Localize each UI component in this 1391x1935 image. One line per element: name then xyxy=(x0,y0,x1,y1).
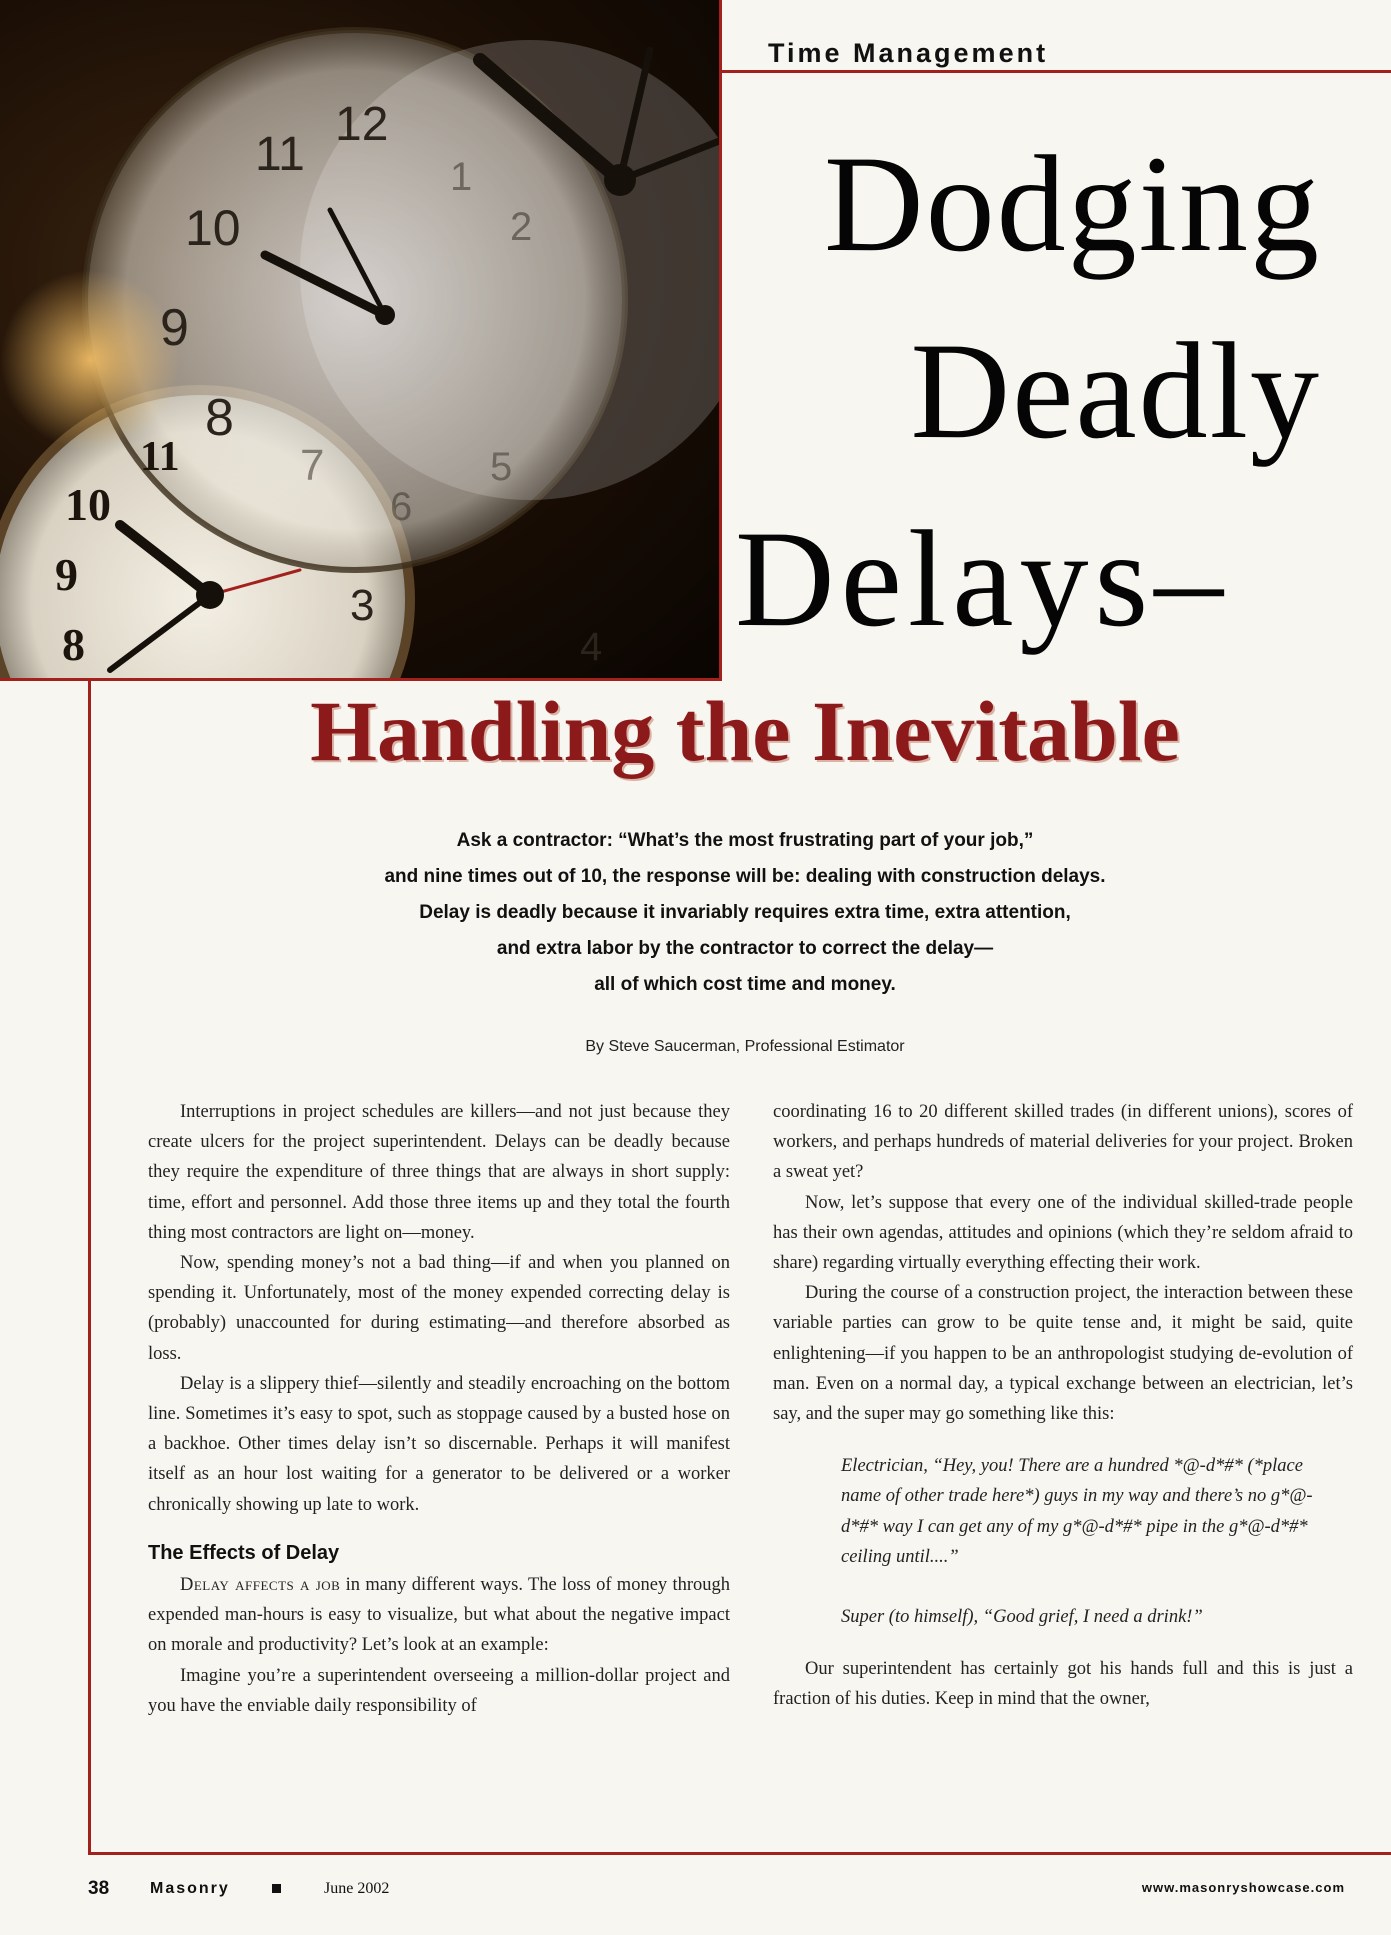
quote-super: Super (to himself), “Good grief, I need a drink!” xyxy=(841,1607,1203,1628)
dialogue-quote xyxy=(841,1451,1323,1632)
svg-text:5: 5 xyxy=(490,445,513,489)
title-line-1: Dodging xyxy=(824,127,1321,280)
website-url: www.masonryshowcase.com xyxy=(1141,1880,1345,1895)
paragraph: Now, let’s suppose that every one of the individual skilled-trade people has their own agendas, attitudes and opinions (which they’re seldom afraid to share) regarding virtually everything effecting their work. xyxy=(773,1192,1353,1274)
body-column-right xyxy=(773,1097,1353,1715)
header-rule xyxy=(722,70,1391,73)
paragraph xyxy=(148,1570,730,1661)
paragraph: Imagine you’re a superintendent overseeing a million-dollar project and you have the enviable daily responsibility of xyxy=(148,1665,730,1716)
deck-line: and extra labor by the contractor to correct the delay— xyxy=(496,938,994,959)
section-heading: The Effects of Delay xyxy=(148,1541,340,1564)
paragraph: Delay is a slippery thief—silently and steadily encroaching on the bottom line. Sometimes it’s easy to spot, such as stoppage caused by a busted hose on a backhoe. Other times delay isn’t so discernable. Perhaps it will manifest itself as an hour lost waiting for a generator to be delivered or a worker chronically showing up late to work. xyxy=(148,1373,730,1515)
deck xyxy=(150,823,1340,1003)
svg-text:3: 3 xyxy=(350,581,375,630)
magazine-name: Masonry xyxy=(150,1880,230,1897)
title-line-3: Delays– xyxy=(735,502,1230,655)
svg-text:6: 6 xyxy=(390,485,413,529)
svg-text:8: 8 xyxy=(62,619,85,670)
deck-line: Ask a contractor: “What’s the most frustrating part of your job,” xyxy=(456,830,1034,851)
footer-rule xyxy=(88,1852,1391,1855)
page-number: 38 xyxy=(88,1878,110,1899)
title-line-2: Deadly xyxy=(910,314,1321,467)
deck-line: Delay is deadly because it invariably requires extra time, extra attention, xyxy=(419,902,1071,923)
byline: By Steve Saucerman, Professional Estimator xyxy=(585,1038,905,1055)
svg-text:2: 2 xyxy=(510,205,533,249)
svg-text:7: 7 xyxy=(300,441,325,490)
svg-text:10: 10 xyxy=(65,479,111,530)
light-glow xyxy=(0,270,180,450)
deck-line: all of which cost time and money. xyxy=(594,974,896,995)
deck-line: and nine times out of 10, the response will be: dealing with construction delays. xyxy=(384,866,1106,887)
paragraph-text: in many different ways. The loss of money through expended man-hours is easy to visualize, but what about the negative impact on morale and productivity? Let’s look at an example: xyxy=(148,1575,730,1656)
clocks-photo xyxy=(0,0,722,681)
svg-text:9: 9 xyxy=(55,549,78,600)
svg-text:12: 12 xyxy=(335,98,389,151)
svg-text:11: 11 xyxy=(140,434,180,480)
paragraph: During the course of a construction project, the interaction between these variable parties can grow to be quite tense and, it might be said, quite enlightening—if you happen to be an anthropologist studying de-evolution of man. Even on a normal day, a typical exchange between an electrician, let’s say, and the super may go something like this: xyxy=(773,1283,1353,1425)
subtitle: Handling the Inevitable xyxy=(310,683,1180,779)
paragraph: Interruptions in project schedules are killers—and not just because they create ulcers for the project superintendent. Delays can be deadly because they require the expenditure of three things that are always in short supply: time, effort and personnel. Add those three items up and they total the fourth thing most contractors are light on—money. xyxy=(148,1102,730,1243)
paragraph: coordinating 16 to 20 different skilled trades (in different unions), scores of workers, and perhaps hundreds of material deliveries for your project. Broken a sweat yet? xyxy=(773,1102,1353,1183)
separator-square-icon xyxy=(272,1884,281,1893)
section-label: Time Management xyxy=(768,38,1049,68)
svg-text:10: 10 xyxy=(185,200,241,256)
svg-text:4: 4 xyxy=(580,625,603,669)
issue-date: June 2002 xyxy=(324,1880,390,1897)
body-column-left xyxy=(148,1097,730,1721)
lead-in: Delay affects a job xyxy=(180,1575,341,1596)
svg-text:8: 8 xyxy=(205,389,234,447)
quote-electrician: Electrician, “Hey, you! There are a hundred *@-d*#* (*place name of other trade here*) guys in my way and there’s no g*@-d*#* way I can get any of my g*@-d*#* pipe in the g*@-d*#* ceiling until....” xyxy=(841,1456,1313,1567)
paragraph: Now, spending money’s not a bad thing—if and when you planned on spending it. Unfortunately, most of the money expended correcting delay is (probably) unaccounted for during estimating—and therefore absorbed as loss. xyxy=(148,1253,730,1364)
svg-text:9: 9 xyxy=(160,299,189,357)
svg-text:11: 11 xyxy=(255,128,305,181)
svg-text:1: 1 xyxy=(450,155,473,199)
left-frame-rule xyxy=(88,681,91,1855)
clocks-illustration xyxy=(0,0,722,681)
paragraph: Our superintendent has certainly got his hands full and this is just a fraction of his duties. Keep in mind that the owner, xyxy=(773,1659,1353,1710)
